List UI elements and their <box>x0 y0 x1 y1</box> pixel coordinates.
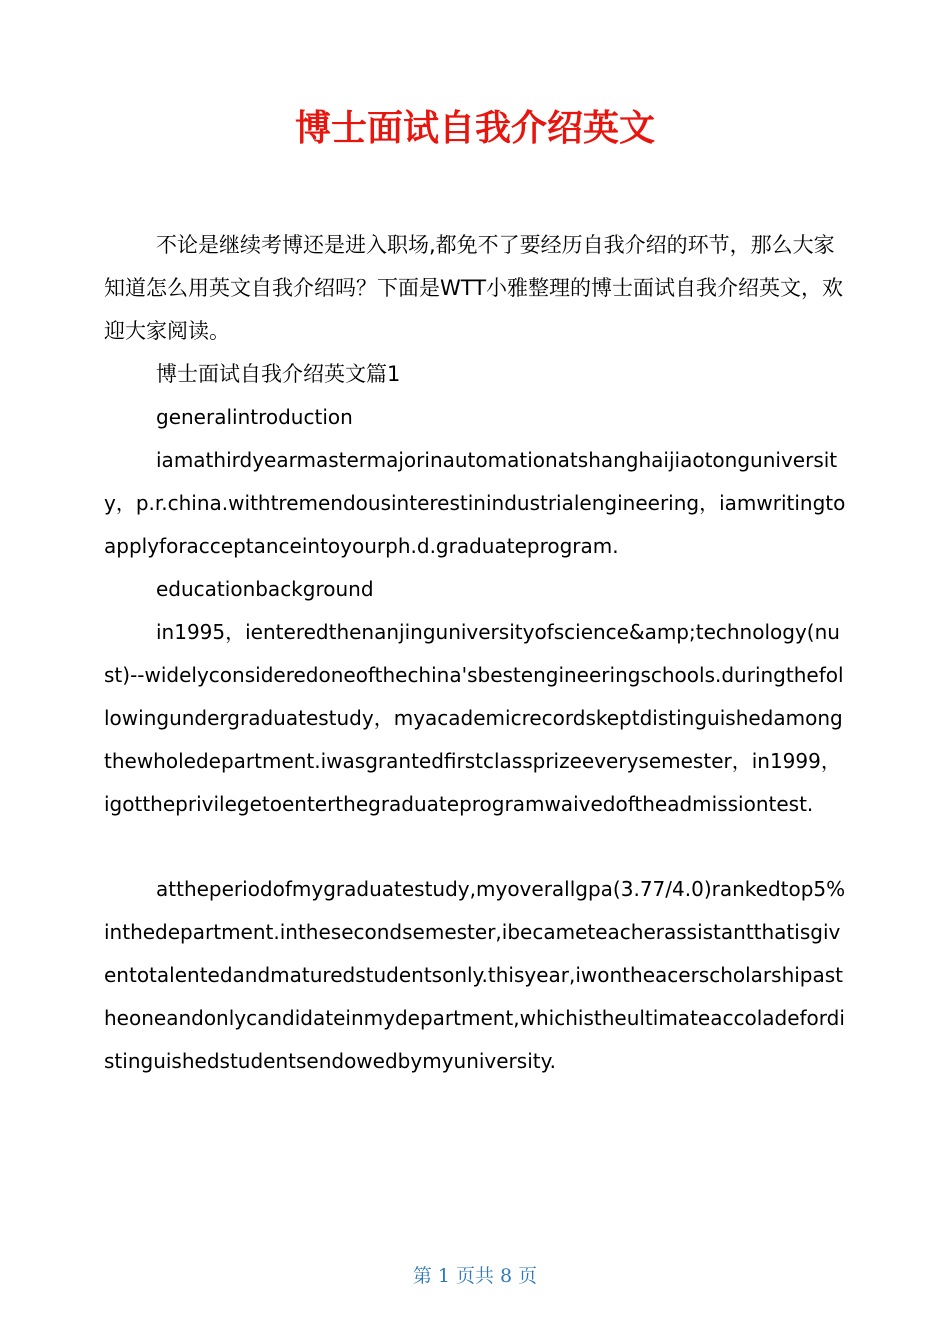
document-body <box>104 224 846 1083</box>
document-title: 博士面试自我介绍英文 <box>294 107 655 149</box>
subheading-education-background: educationbackground <box>156 577 374 601</box>
blank-line <box>104 826 846 868</box>
paragraph-graduate-study: attheperiodofmygraduatestudy,myoverallgpa(3.77/4.0)rankedtop5%inthedepartment.inthesecondsemester,ibecameteacherassistantthatisgiventotalentedandmaturedstudentsonly.thisyear,iwontheacerscholarshipastheoneandonlycandidateinmydepartment,whichistheultimateaccoladefordistinguishedstudentsendowedbymyuniversity. <box>104 877 846 1073</box>
section-heading: 博士面试自我介绍英文篇1 <box>156 362 401 386</box>
page-number-footer: 第 1 页共 8 页 <box>412 1265 538 1287</box>
intro-paragraph: 不论是继续考博还是进入职场,都免不了要经历自我介绍的环节，那么大家知道怎么用英文自我介绍吗？下面是WTT小雅整理的博士面试自我介绍英文，欢迎大家阅读。 <box>104 233 844 343</box>
paragraph-education-background: in1995，ienteredthenanjinguniversityofscience&amp;technology(nust)--widelyconsideredoneofthechina'sbestengineeringschools.duringthefollowingundergraduatestudy，myacademicrecordskeptdistinguishedamongthewholedepartment.iwasgrantedfirstclassprizeeverysemester，in1999，igottheprivilegetoenterthegraduateprogramwaivedoftheadmissiontest. <box>104 620 844 816</box>
paragraph-general-introduction: iamathirdyearmastermajorinautomationatshanghaijiaotonguniversity，p.r.china.withtremendousinterestinindustrialengineering，iamwritingtoapplyforacceptanceintoyourph.d.graduateprogram. <box>104 448 846 558</box>
subheading-general-introduction: generalintroduction <box>156 405 353 429</box>
